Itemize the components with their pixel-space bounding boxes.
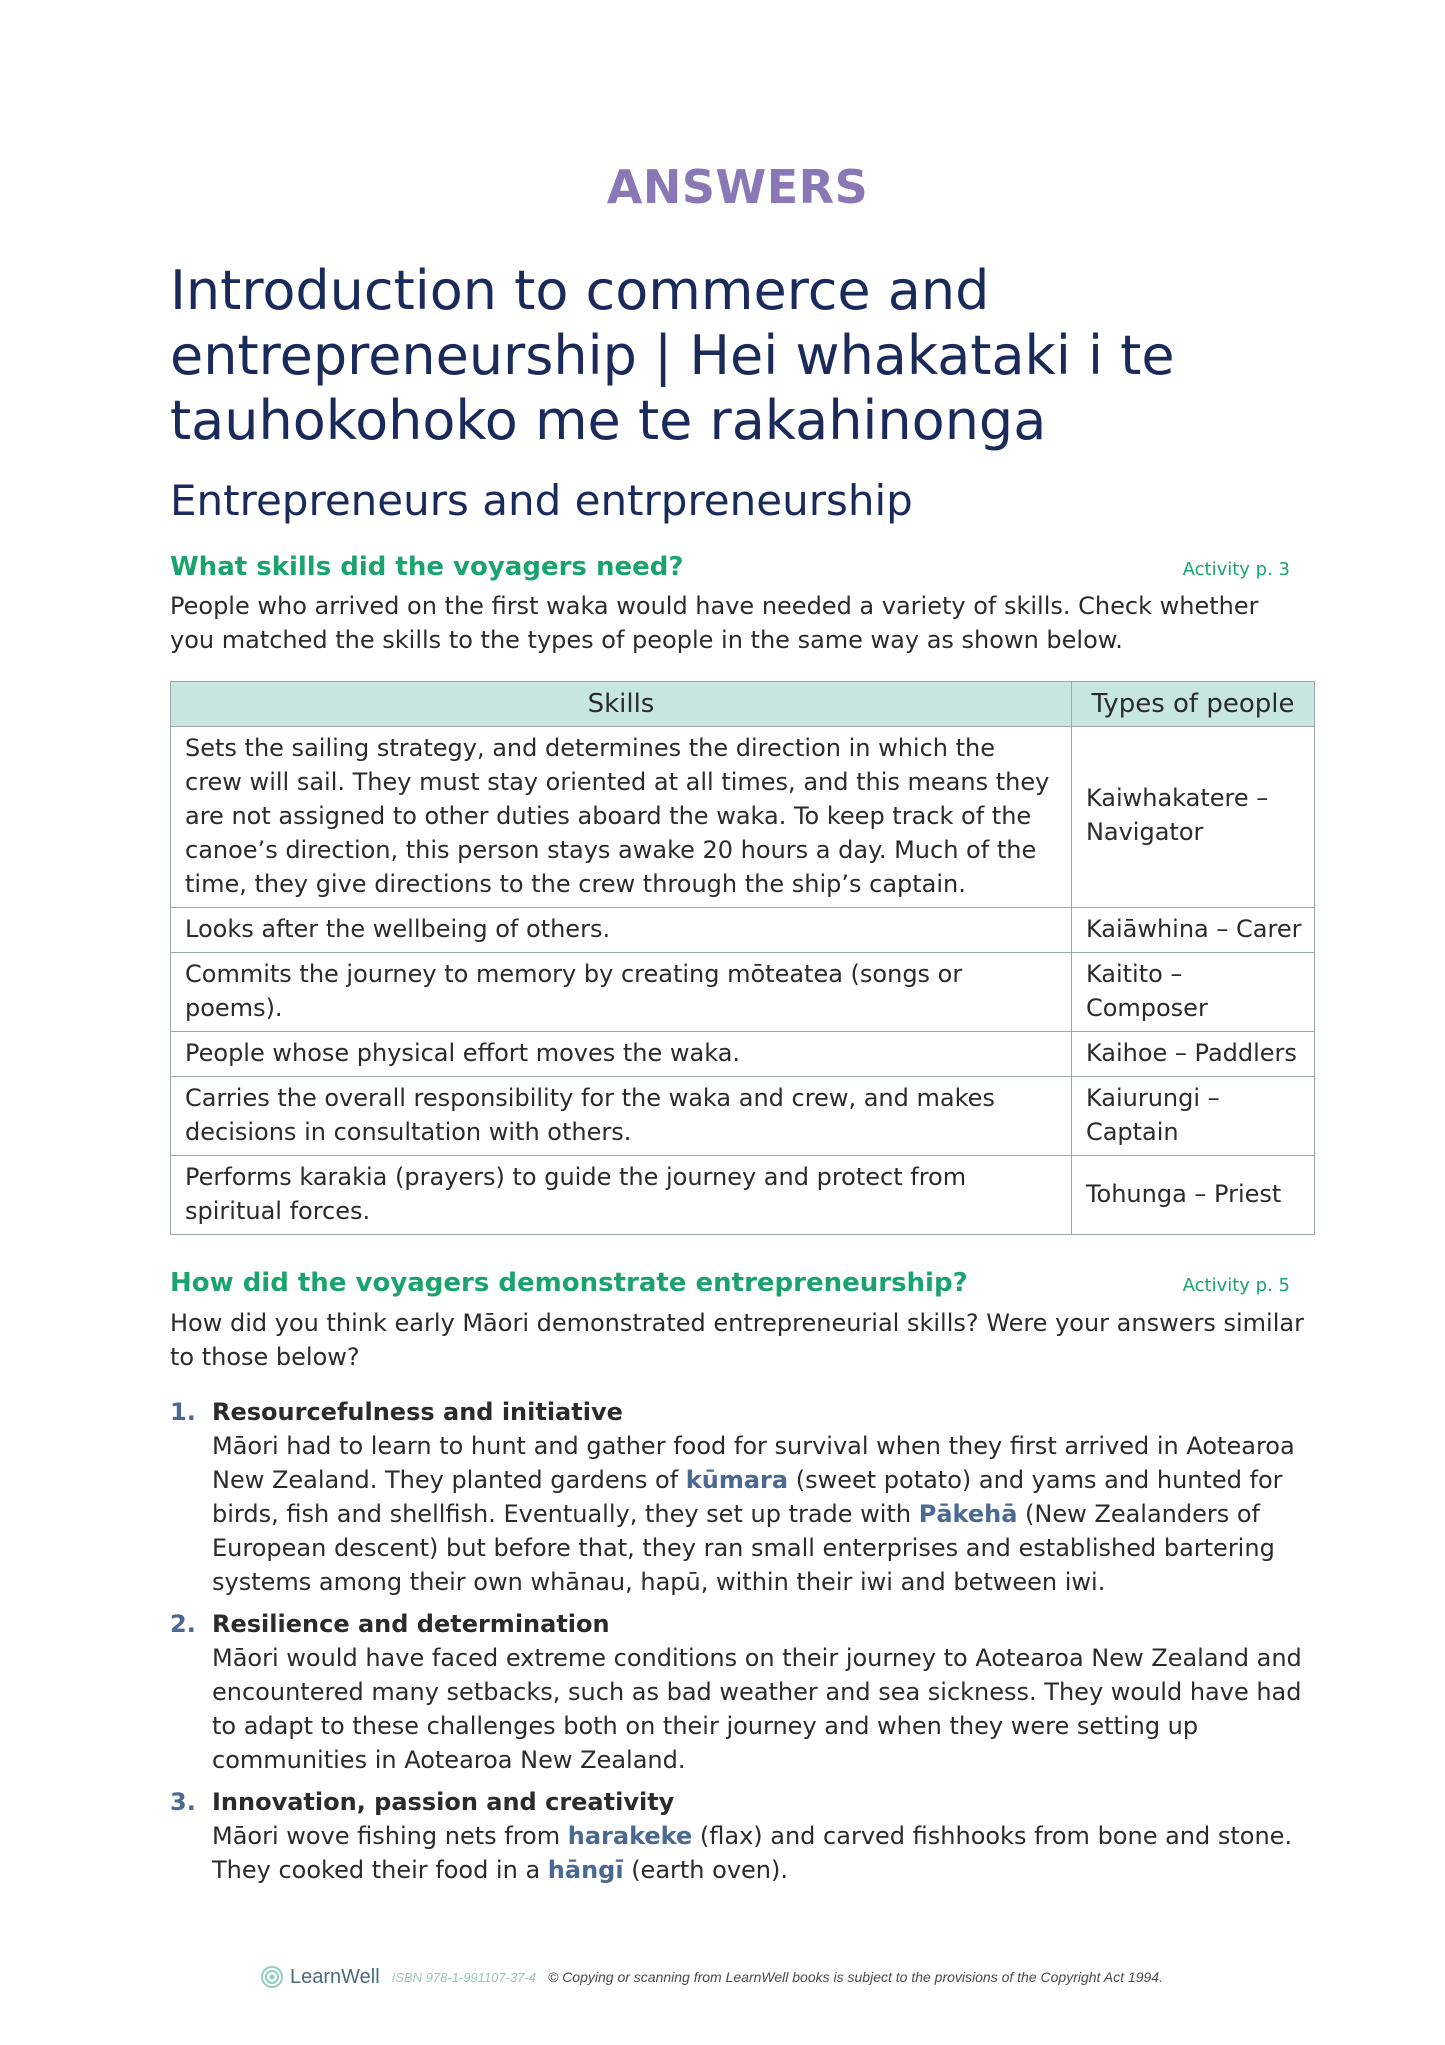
footer xyxy=(260,1965,1163,1989)
item-heading: Resourcefulness and initiative xyxy=(212,1398,623,1426)
people-cell: Kaihoe – Paddlers xyxy=(1071,1032,1314,1077)
list-item xyxy=(170,1785,1305,1887)
people-cell: Tohunga – Priest xyxy=(1071,1156,1314,1235)
table-row xyxy=(171,1032,1315,1077)
table-row xyxy=(171,727,1315,908)
skill-cell: People whose physical effort moves the waka. xyxy=(171,1032,1072,1077)
answers-heading: ANSWERS xyxy=(606,160,869,214)
logo-text: LearnWell xyxy=(290,1965,380,1988)
activity-header-skills xyxy=(170,552,1290,582)
item-heading: Innovation, passion and creativity xyxy=(212,1788,675,1816)
answers-list xyxy=(170,1395,1305,1895)
keyword: Pākehā xyxy=(918,1500,1018,1528)
skill-cell: Commits the journey to memory by creating mōteatea (songs or poems). xyxy=(171,953,1072,1032)
activity-page-ref: Activity p. 3 xyxy=(1182,559,1290,580)
list-item xyxy=(170,1607,1305,1777)
text-run: (sweet potato) and yams and hunted for birds, fish and shellfish. Eventually, they set up trade with xyxy=(212,1466,1283,1528)
column-header-people: Types of people xyxy=(1071,682,1314,727)
people-cell: Kaitito – Composer xyxy=(1071,953,1314,1032)
item-number: 1. xyxy=(170,1398,196,1426)
activity-page-ref: Activity p. 5 xyxy=(1182,1275,1290,1296)
keyword: kūmara xyxy=(685,1466,789,1494)
people-cell: Kaiwhakatere – Navigator xyxy=(1071,727,1314,908)
skill-cell: Performs karakia (prayers) to guide the journey and protect from spiritual forces. xyxy=(171,1156,1072,1235)
item-number: 3. xyxy=(170,1788,196,1816)
table-header-row xyxy=(171,682,1315,727)
text-run: Māori wove fishing nets from xyxy=(212,1822,568,1850)
table-row xyxy=(171,1156,1315,1235)
skills-table xyxy=(170,681,1315,1235)
people-cell: Kaiurungi – Captain xyxy=(1071,1077,1314,1156)
item-body xyxy=(212,1641,1305,1777)
table-row xyxy=(171,1077,1315,1156)
activity-title: How did the voyagers demonstrate entrepreneurship? xyxy=(170,1268,968,1298)
isbn: ISBN 978-1-991107-37-4 xyxy=(391,1969,536,1985)
people-cell: Kaiāwhina – Carer xyxy=(1071,908,1314,953)
text-run: Māori would have faced extreme conditions on their journey to Aotearoa New Zealand and encountered many setbacks, such as bad weather and sea sickness. They would have had to adapt to these challenges both on their journey and when they were setting up communities in Aotearoa New Zealand. xyxy=(212,1644,1302,1774)
keyword: hāngī xyxy=(547,1856,624,1884)
learnwell-logo-icon xyxy=(260,1965,284,1989)
text-run: (flax) and carved fishhooks from bone and stone. They cooked their food in a xyxy=(212,1822,1293,1884)
activity-intro: How did you think early Māori demonstrated entrepreneurial skills? Were your answers similar to those below? xyxy=(170,1309,1304,1371)
keyword: harakeke xyxy=(567,1822,693,1850)
skill-cell: Looks after the wellbeing of others. xyxy=(171,908,1072,953)
item-body xyxy=(212,1819,1305,1887)
copyright-notice: © Copying or scanning from LearnWell books is subject to the provisions of the Copyright Act 1994. xyxy=(547,1969,1163,1985)
text-run: (New Zealanders of European descent) but before that, they ran small enterprises and established bartering systems among their own whānau, hapū, within their iwi and between iwi. xyxy=(212,1500,1275,1596)
learnwell-logo xyxy=(260,1965,380,1989)
column-header-skills: Skills xyxy=(171,682,1072,727)
text-run: Māori had to learn to hunt and gather food for survival when they first arrived in Aotearoa New Zealand. They planted gardens of xyxy=(212,1432,1295,1494)
activity-title: What skills did the voyagers need? xyxy=(170,552,684,582)
activity-intro: People who arrived on the first waka would have needed a variety of skills. Check whether you matched the skills to the types of people in the same way as shown below. xyxy=(170,592,1259,654)
item-number: 2. xyxy=(170,1610,196,1638)
table-row xyxy=(171,953,1315,1032)
table-row xyxy=(171,908,1315,953)
skill-cell: Carries the overall responsibility for the waka and crew, and makes decisions in consultation with others. xyxy=(171,1077,1072,1156)
text-run: (earth oven). xyxy=(623,1856,788,1884)
item-heading: Resilience and determination xyxy=(212,1610,610,1638)
activity-header-entrepreneurship xyxy=(170,1268,1290,1298)
skill-cell: Sets the sailing strategy, and determines the direction in which the crew will sail. They must stay oriented at all times, and this means they are not assigned to other duties aboard the waka. To keep track of the canoe’s direction, this person stays awake 20 hours a day. Much of the time, they give directions to the crew through the ship’s captain. xyxy=(171,727,1072,908)
item-body xyxy=(212,1429,1305,1599)
list-item xyxy=(170,1395,1305,1599)
section-title: Entrepreneurs and entrpreneurship xyxy=(170,476,913,525)
chapter-title: Introduction to commerce and entrepreneurship | Hei whakataki i te tauhokohoko me te rakahinonga xyxy=(170,259,1175,452)
